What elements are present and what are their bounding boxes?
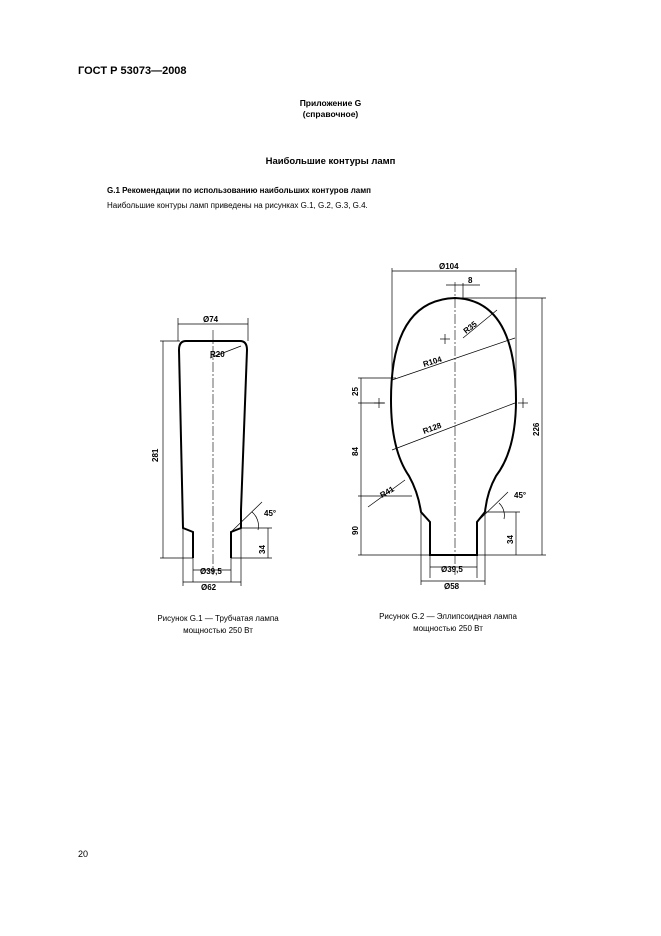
- page-number: 20: [78, 849, 89, 859]
- figure-g1-caption-line1: Рисунок G.1 — Трубчатая лампа: [157, 614, 279, 623]
- g2-dim-radius-top: R35: [461, 319, 479, 336]
- document-code: ГОСТ Р 53073—2008: [78, 65, 187, 77]
- g1-dim-neck-height: 34: [258, 545, 267, 554]
- section-title: Наибольшие контуры ламп: [265, 156, 396, 167]
- g2-dim-radius-neck: R41: [378, 484, 396, 500]
- g2-dim-radius-mid: R104: [421, 354, 443, 369]
- g1-dim-diameter-top: Ø74: [203, 315, 219, 324]
- annex-title: Приложение G: [299, 98, 362, 108]
- g2-dim-cap-diameter: Ø39,5: [441, 565, 463, 574]
- figure-g2-drawing: [340, 255, 555, 600]
- g2-dim-84: 84: [351, 447, 360, 456]
- figure-g1-drawing: [140, 300, 280, 590]
- figure-g2-caption: [348, 611, 548, 635]
- subsection-heading: G.1 Рекомендации по использованию наибольших контуров ламп: [107, 186, 372, 195]
- annex-heading: [0, 98, 661, 120]
- g1-dim-angle: 45°: [264, 509, 277, 518]
- g2-dim-25: 25: [351, 387, 360, 396]
- g2-dim-90: 90: [351, 526, 360, 535]
- body-paragraph: Наибольшие контуры ламп приведены на рисунках G.1, G.2, G.3, G.4.: [107, 201, 368, 210]
- figure-g1-caption: [118, 613, 318, 637]
- g2-dim-offset: 8: [468, 276, 473, 285]
- g2-dim-radius-large: R128: [421, 420, 443, 436]
- figure-g2-caption-line2: мощностью 250 Вт: [413, 624, 483, 633]
- g2-dim-angle: 45°: [514, 491, 527, 500]
- g2-dim-neck-height: 34: [506, 535, 515, 544]
- g2-dim-height: 226: [532, 422, 541, 436]
- g1-dim-cap-diameter: Ø39,5: [200, 567, 222, 576]
- annex-subtitle: (справочное): [302, 109, 359, 119]
- figure-g1-caption-line2: мощностью 250 Вт: [183, 626, 253, 635]
- g1-dim-radius: R20: [210, 350, 225, 359]
- g2-dim-diameter-top: Ø104: [439, 262, 459, 271]
- g1-dim-height: 281: [151, 448, 160, 462]
- figure-g2-caption-line1: Рисунок G.2 — Эллипсоидная лампа: [379, 612, 517, 621]
- g2-dim-neck-diameter: Ø58: [444, 582, 460, 591]
- g1-dim-neck-diameter: Ø62: [201, 583, 217, 590]
